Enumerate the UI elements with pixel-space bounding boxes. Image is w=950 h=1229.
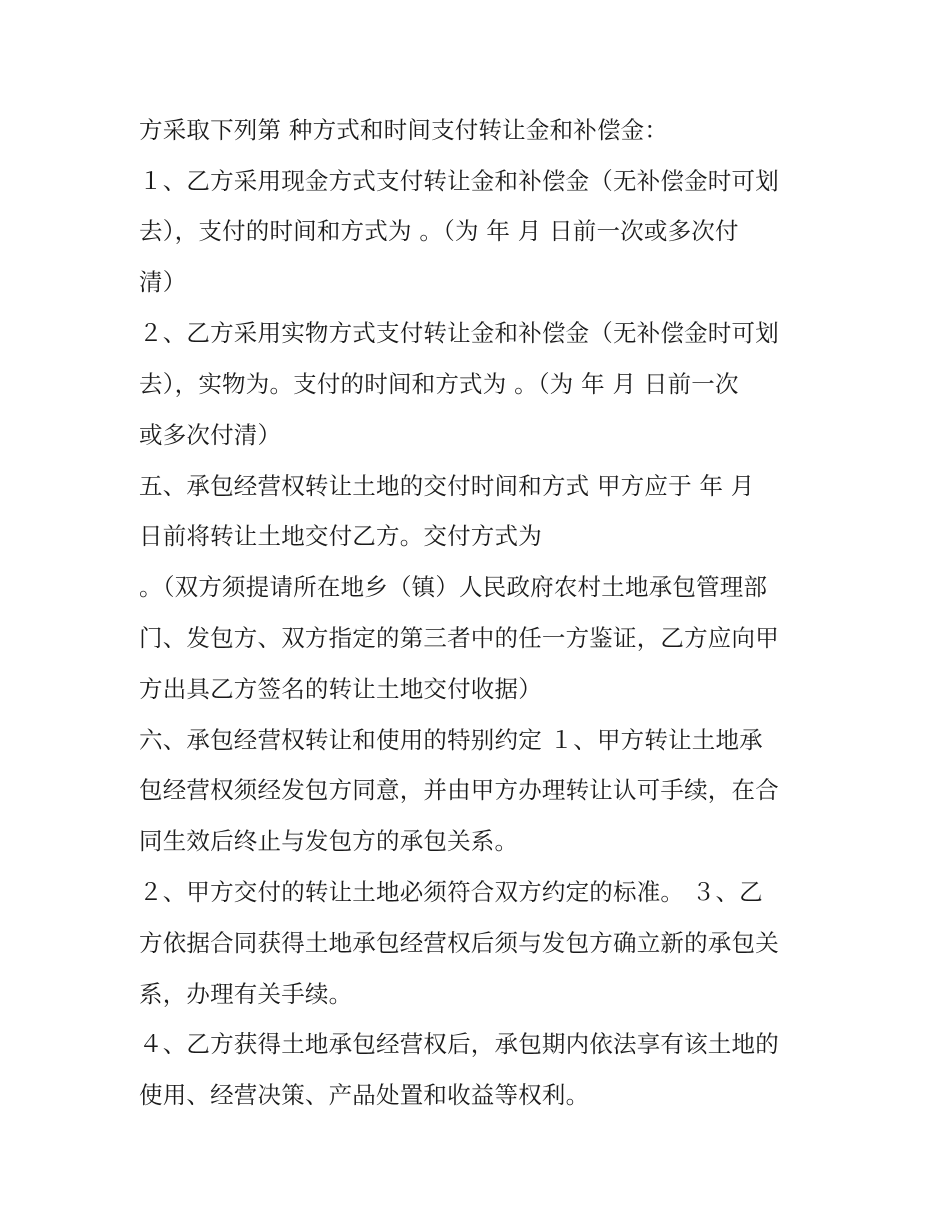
text-line: 去），支付的时间和方式为 。（为 年 月 日前一次或多次付: [139, 217, 739, 245]
text-line: 清）: [139, 268, 187, 296]
text-line: 或多次付清）: [139, 421, 282, 449]
text-line: 方出具乙方签名的转让土地交付收据）: [139, 675, 542, 703]
text-line: 方依据合同获得土地承包经营权后须与发包方确立新的承包关: [139, 929, 779, 957]
text-line: 方采取下列第 种方式和时间支付转让金和补偿金：: [139, 116, 669, 144]
text-line: 日前将转让土地交付乙方。交付方式为: [139, 522, 542, 550]
text-line: ２、乙方采用实物方式支付转让金和补偿金（无补偿金时可划: [139, 319, 779, 347]
text-line: 去），实物为。支付的时间和方式为 。（为 年 月 日前一次: [139, 370, 739, 398]
text-line: 。（双方须提请所在地乡（镇）人民政府农村土地承包管理部: [139, 573, 768, 601]
text-line: 门、发包方、双方指定的第三者中的任一方鉴证，乙方应向甲: [139, 624, 779, 652]
text-line: ４、乙方获得土地承包经营权后，承包期内依法享有该土地的: [139, 1030, 779, 1058]
text-line: 同生效后终止与发包方的承包关系。: [139, 827, 519, 855]
text-line: 六、承包经营权转让和使用的特别约定 １、甲方转让土地承: [139, 726, 763, 754]
text-line: 系，办理有关手续。: [139, 980, 353, 1008]
text-line: 包经营权须经发包方同意，并由甲方办理转让认可手续，在合: [139, 776, 779, 804]
text-line: 五、承包经营权转让土地的交付时间和方式 甲方应于 年 月: [139, 472, 755, 500]
text-line: １、乙方采用现金方式支付转让金和补偿金（无补偿金时可划: [139, 167, 779, 195]
text-line: 使用、经营决策、产品处置和收益等权利。: [139, 1081, 590, 1109]
text-line: ２、甲方交付的转让土地必须符合双方约定的标准。 ３、乙: [139, 878, 763, 906]
